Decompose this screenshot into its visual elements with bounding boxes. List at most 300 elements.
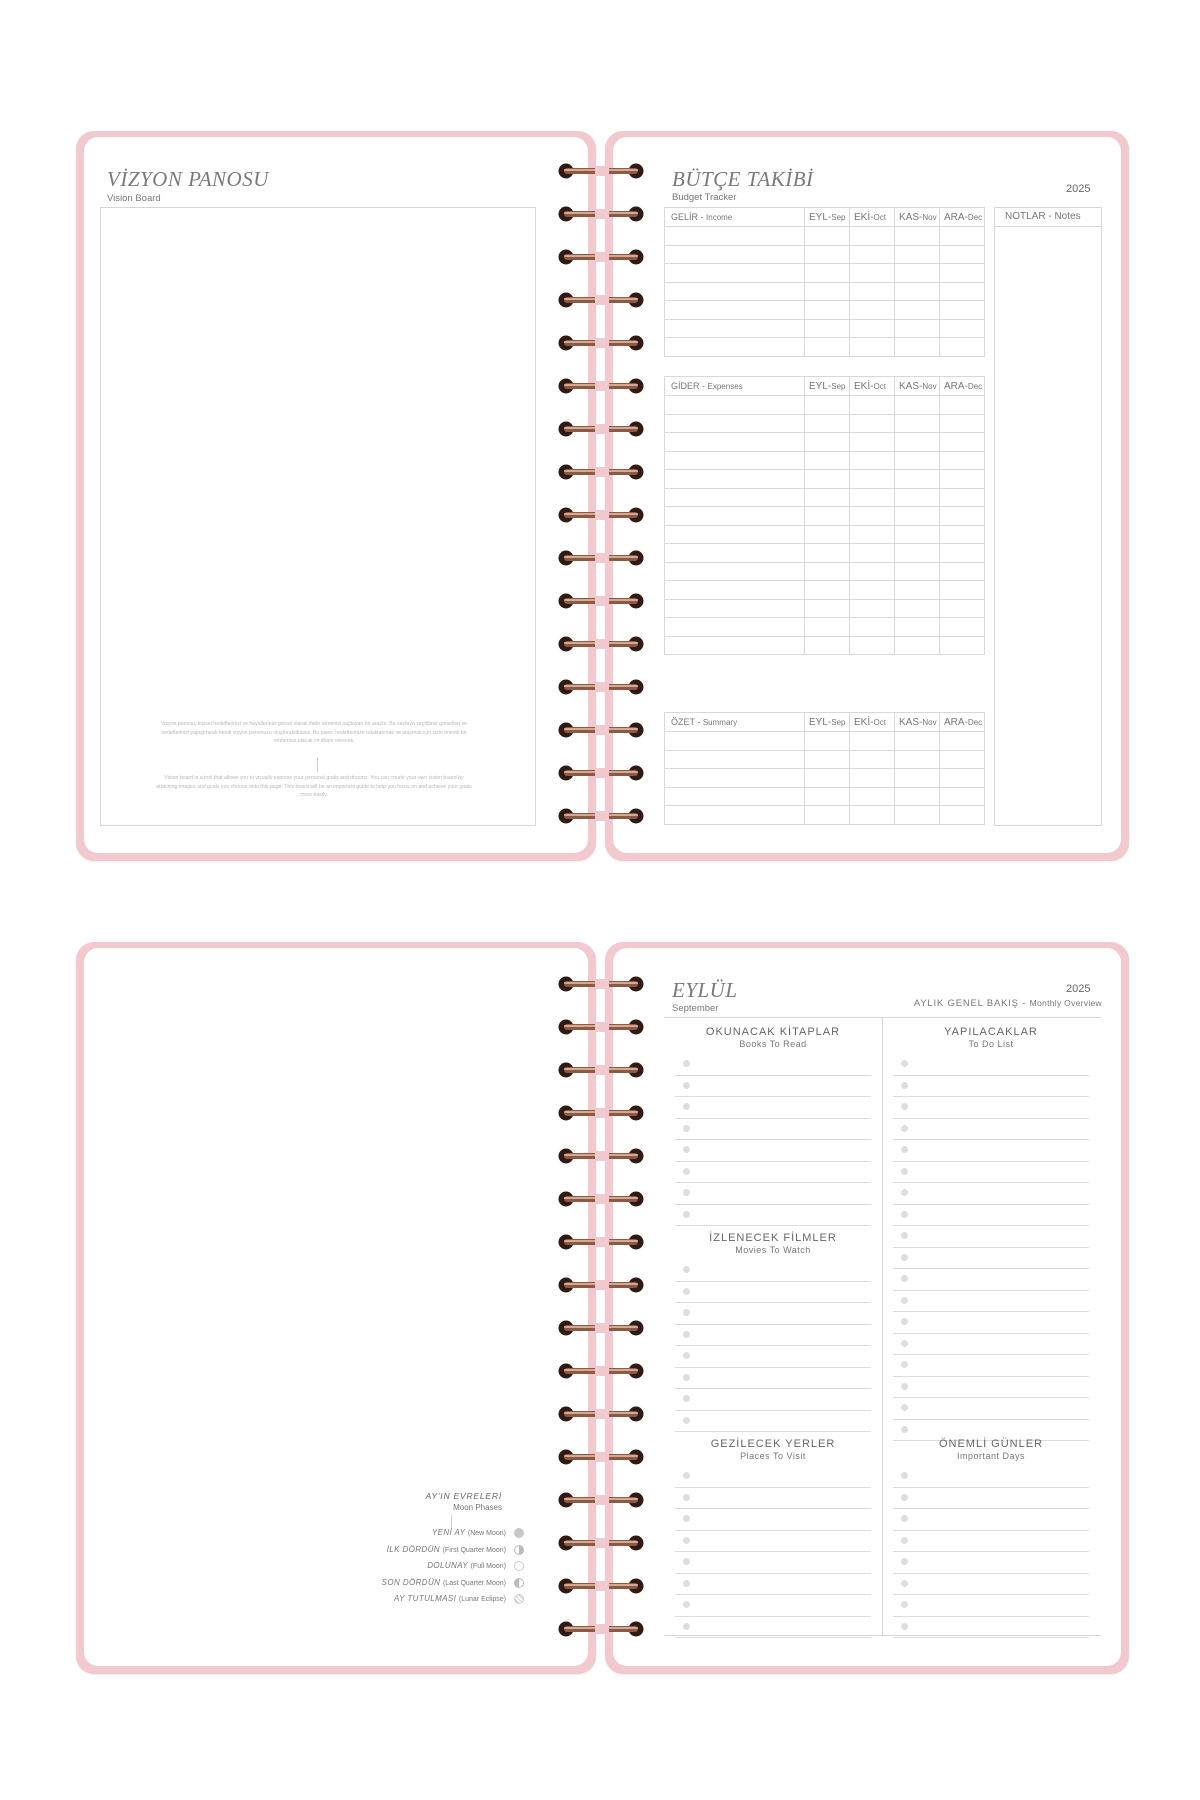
list-item[interactable] (893, 1269, 1089, 1291)
bullet-icon (683, 1060, 690, 1067)
table-cell[interactable] (895, 636, 940, 655)
table-cell[interactable] (940, 396, 985, 415)
bullet-icon (683, 1082, 690, 1089)
table-cell[interactable] (895, 507, 940, 526)
table-cell[interactable] (850, 338, 895, 357)
table-cell[interactable] (665, 433, 805, 452)
table-cell[interactable] (805, 732, 850, 751)
list-item[interactable] (893, 1398, 1089, 1420)
table-cell[interactable] (940, 488, 985, 507)
notes-box[interactable] (994, 207, 1102, 826)
table-cell[interactable] (940, 581, 985, 600)
table-cell[interactable] (665, 769, 805, 788)
table-cell[interactable] (895, 562, 940, 581)
list-item[interactable] (893, 1119, 1089, 1141)
bullet-icon (901, 1383, 908, 1390)
list-item[interactable] (675, 1617, 871, 1639)
bullet-icon (901, 1623, 908, 1630)
spiral-ring-icon (558, 335, 644, 351)
table-cell[interactable] (940, 806, 985, 825)
table-cell[interactable] (940, 636, 985, 655)
list-item[interactable] (893, 1183, 1089, 1205)
table-cell[interactable] (895, 338, 940, 357)
table-cell[interactable] (895, 618, 940, 637)
moon-phase-list (274, 1528, 524, 1618)
overview-column-divider (882, 1018, 883, 1635)
month-oct: EKİ-Oct (850, 713, 895, 732)
bullet-icon (683, 1558, 690, 1565)
table-cell[interactable] (805, 264, 850, 283)
month-subtitle: September (672, 1003, 719, 1014)
month-sep: EYL-Sep (805, 713, 850, 732)
spiral-ring-icon (558, 1449, 644, 1465)
todo-header: YAPILACAKLAR To Do List (944, 1026, 1038, 1049)
table-row (665, 636, 985, 655)
page-title: BÜTÇE TAKİBİ (672, 167, 814, 191)
table-cell[interactable] (805, 525, 850, 544)
table-cell[interactable] (665, 264, 805, 283)
list-item[interactable] (893, 1488, 1089, 1510)
vision-board-page (84, 137, 588, 853)
list-item[interactable] (893, 1595, 1089, 1617)
list-item[interactable] (675, 1411, 871, 1433)
table-cell[interactable] (940, 769, 985, 788)
moon-phases-header (302, 1491, 502, 1512)
table-cell[interactable] (895, 396, 940, 415)
table-cell[interactable] (665, 451, 805, 470)
table-row (665, 470, 985, 489)
table-cell[interactable] (895, 488, 940, 507)
spiral-ring-icon (558, 249, 644, 265)
bullet-icon (901, 1103, 908, 1110)
table-cell[interactable] (805, 301, 850, 320)
table-cell[interactable] (665, 806, 805, 825)
page-title: VİZYON PANOSU (107, 167, 269, 191)
spiral-ring-icon (558, 1320, 644, 1336)
bullet-icon (901, 1060, 908, 1067)
lunar-eclipse-icon (514, 1594, 524, 1604)
table-cell[interactable] (895, 470, 940, 489)
table-cell[interactable] (805, 414, 850, 433)
moon-phase-first-quarter: İLK DÖRDÜN (First Quarter Moon) (387, 1545, 524, 1555)
table-cell[interactable] (665, 396, 805, 415)
overview-label: AYLIK GENEL BAKIŞ - Monthly Overview (913, 998, 1102, 1009)
list-item[interactable] (893, 1355, 1089, 1377)
spiral-ring-icon (558, 1148, 644, 1164)
spiral-ring-icon (558, 464, 644, 480)
list-item[interactable] (675, 1346, 871, 1368)
table-cell[interactable] (850, 618, 895, 637)
month-sep: EYL-Sep (805, 208, 850, 227)
spiral-ring-icon (558, 1406, 644, 1422)
list-item[interactable] (893, 1076, 1089, 1098)
table-row (665, 525, 985, 544)
list-item[interactable] (675, 1531, 871, 1553)
table-cell[interactable] (665, 470, 805, 489)
bullet-icon (901, 1168, 908, 1175)
table-cell[interactable] (665, 599, 805, 618)
list-item[interactable] (893, 1226, 1089, 1248)
table-cell[interactable] (805, 750, 850, 769)
table-cell[interactable] (665, 618, 805, 637)
spiral-ring-icon (558, 163, 644, 179)
spiral-ring-icon (558, 722, 644, 738)
list-item[interactable] (675, 1466, 871, 1488)
summary-label: ÖZET - Summary (665, 713, 805, 732)
list-item[interactable] (675, 1260, 871, 1282)
bullet-icon (683, 1266, 690, 1273)
bullet-icon (683, 1374, 690, 1381)
vision-text-en: Vision board is a tool that allows you to visually express your personal goals and dreams. You can create your own vision board by attaching images and goals you choose onto this page. This board will be an important guide to help you focus on and achieve your goals more easily. (156, 775, 472, 798)
table-cell[interactable] (940, 338, 985, 357)
spiral-ring-icon (558, 1105, 644, 1121)
movies-list (675, 1260, 871, 1432)
table-cell[interactable] (805, 544, 850, 563)
table-cell[interactable] (940, 544, 985, 563)
table-cell[interactable] (940, 301, 985, 320)
bullet-icon (901, 1275, 908, 1282)
table-cell[interactable] (850, 227, 895, 246)
bullet-icon (901, 1558, 908, 1565)
list-item[interactable] (893, 1466, 1089, 1488)
todo-list (893, 1054, 1089, 1441)
table-cell[interactable] (850, 562, 895, 581)
table-cell[interactable] (805, 227, 850, 246)
list-item[interactable] (675, 1162, 871, 1184)
list-item[interactable] (675, 1389, 871, 1411)
list-item[interactable] (675, 1552, 871, 1574)
income-label: GELİR - Income (665, 208, 805, 227)
table-cell[interactable] (895, 787, 940, 806)
spiral-ring-icon (558, 550, 644, 566)
table-cell[interactable] (895, 414, 940, 433)
table-cell[interactable] (940, 787, 985, 806)
first-quarter-moon-icon (514, 1545, 524, 1555)
moon-subtitle: Moon Phases (453, 1503, 502, 1512)
table-cell[interactable] (805, 507, 850, 526)
bullet-icon (901, 1537, 908, 1544)
table-row (665, 750, 985, 769)
table-cell[interactable] (940, 470, 985, 489)
bullet-icon (683, 1103, 690, 1110)
vision-text-tr: Vizyon panosu, kişisel hedeflerinizi ve hayallerinizi görsel olarak ifade etmenizi sağlayan bir araçtır. Bu sayfaya seçtiğiniz görselleri ve hedeflerinizi yapıştırarak kendi vizyon panonuzu oluşturabilirsiniz. Bu pano, hedeflerinize odaklanmak ve ulaşmak için sizin önemli bir rehberiniz olacak ve ilham verecek. (160, 721, 468, 744)
month-nov: KAS-Nov (895, 208, 940, 227)
list-item[interactable] (893, 1334, 1089, 1356)
spiral-ring-icon (558, 1578, 644, 1594)
table-cell[interactable] (805, 245, 850, 264)
table-row (665, 264, 985, 283)
table-cell[interactable] (895, 433, 940, 452)
days-header: ÖNEMLİ GÜNLER Important Days (938, 1438, 1044, 1461)
list-item[interactable] (893, 1552, 1089, 1574)
spiral-ring-icon (558, 507, 644, 523)
bullet-icon (901, 1601, 908, 1608)
table-cell[interactable] (665, 507, 805, 526)
spiral-ring-icon (558, 1492, 644, 1508)
table-row (665, 319, 985, 338)
list-item[interactable] (675, 1595, 871, 1617)
table-cell[interactable] (850, 488, 895, 507)
list-item[interactable] (893, 1312, 1089, 1334)
table-cell[interactable] (665, 787, 805, 806)
table-cell[interactable] (665, 544, 805, 563)
table-cell[interactable] (850, 451, 895, 470)
list-item[interactable] (893, 1574, 1089, 1596)
bullet-icon (901, 1146, 908, 1153)
table-cell[interactable] (940, 245, 985, 264)
bullet-icon (683, 1395, 690, 1402)
table-cell[interactable] (895, 264, 940, 283)
table-cell[interactable] (665, 227, 805, 246)
table-cell[interactable] (895, 732, 940, 751)
table-cell[interactable] (850, 282, 895, 301)
month-dec: ARA-Dec (940, 713, 985, 732)
list-item[interactable] (675, 1054, 871, 1076)
bullet-icon (901, 1318, 908, 1325)
table-cell[interactable] (805, 470, 850, 489)
table-row (665, 507, 985, 526)
table-cell[interactable] (895, 451, 940, 470)
bullet-icon (901, 1580, 908, 1587)
table-cell[interactable] (895, 319, 940, 338)
table-row (665, 414, 985, 433)
table-cell[interactable] (665, 636, 805, 655)
list-item[interactable] (893, 1054, 1089, 1076)
bullet-icon (683, 1125, 690, 1132)
bullet-icon (683, 1189, 690, 1196)
table-cell[interactable] (895, 544, 940, 563)
table-row (665, 562, 985, 581)
table-cell[interactable] (895, 806, 940, 825)
table-row (665, 433, 985, 452)
list-item[interactable] (675, 1140, 871, 1162)
list-item[interactable] (675, 1574, 871, 1596)
table-cell[interactable] (940, 433, 985, 452)
table-cell[interactable] (850, 750, 895, 769)
moon-title: AY'IN EVRELERİ (425, 1491, 502, 1501)
table-cell[interactable] (850, 806, 895, 825)
table-cell[interactable] (850, 636, 895, 655)
table-cell[interactable] (805, 806, 850, 825)
table-cell[interactable] (940, 525, 985, 544)
month-sep: EYL-Sep (805, 377, 850, 396)
table-cell[interactable] (940, 414, 985, 433)
table-cell[interactable] (805, 562, 850, 581)
table-cell[interactable] (665, 319, 805, 338)
list-item[interactable] (893, 1531, 1089, 1553)
table-cell[interactable] (805, 396, 850, 415)
table-cell[interactable] (940, 227, 985, 246)
table-cell[interactable] (805, 599, 850, 618)
bullet-icon (901, 1340, 908, 1347)
bullet-icon (901, 1472, 908, 1479)
table-cell[interactable] (895, 245, 940, 264)
days-list (893, 1466, 1089, 1638)
bullet-icon (683, 1168, 690, 1175)
table-cell[interactable] (895, 750, 940, 769)
table-cell[interactable] (940, 562, 985, 581)
list-item[interactable] (893, 1097, 1089, 1119)
table-cell[interactable] (850, 525, 895, 544)
table-cell[interactable] (805, 433, 850, 452)
income-table (664, 207, 985, 357)
bullet-icon (683, 1494, 690, 1501)
list-item[interactable] (675, 1183, 871, 1205)
table-cell[interactable] (940, 451, 985, 470)
table-header (665, 377, 985, 396)
table-cell[interactable] (805, 338, 850, 357)
table-cell[interactable] (850, 470, 895, 489)
table-cell[interactable] (940, 507, 985, 526)
table-cell[interactable] (850, 599, 895, 618)
table-cell[interactable] (940, 264, 985, 283)
table-cell[interactable] (665, 488, 805, 507)
list-item[interactable] (675, 1205, 871, 1227)
list-item[interactable] (893, 1205, 1089, 1227)
table-cell[interactable] (850, 732, 895, 751)
table-cell[interactable] (850, 264, 895, 283)
table-row (665, 396, 985, 415)
table-cell[interactable] (665, 338, 805, 357)
bullet-icon (683, 1309, 690, 1316)
month-oct: EKİ-Oct (850, 377, 895, 396)
table-cell[interactable] (665, 562, 805, 581)
bullet-icon (901, 1515, 908, 1522)
table-cell[interactable] (895, 301, 940, 320)
spiral-ring-icon (558, 808, 644, 824)
list-item[interactable] (893, 1509, 1089, 1531)
table-cell[interactable] (850, 787, 895, 806)
table-cell[interactable] (850, 245, 895, 264)
list-item[interactable] (675, 1488, 871, 1510)
spiral-ring-icon (558, 1019, 644, 1035)
table-row (665, 732, 985, 751)
month-oct: EKİ-Oct (850, 208, 895, 227)
table-cell[interactable] (895, 525, 940, 544)
table-cell[interactable] (940, 618, 985, 637)
table-cell[interactable] (805, 581, 850, 600)
table-cell[interactable] (665, 301, 805, 320)
table-row (665, 245, 985, 264)
bullet-icon (683, 1417, 690, 1424)
list-item[interactable] (675, 1097, 871, 1119)
table-cell[interactable] (850, 414, 895, 433)
table-cell[interactable] (850, 507, 895, 526)
table-row (665, 618, 985, 637)
table-cell[interactable] (805, 769, 850, 788)
list-item[interactable] (675, 1325, 871, 1347)
expenses-label: GİDER - Expenses (665, 377, 805, 396)
bullet-icon (683, 1601, 690, 1608)
bullet-icon (683, 1288, 690, 1295)
list-item[interactable] (893, 1248, 1089, 1270)
list-item[interactable] (675, 1368, 871, 1390)
table-cell[interactable] (850, 319, 895, 338)
table-cell[interactable] (895, 599, 940, 618)
full-moon-icon (514, 1561, 524, 1571)
table-cell[interactable] (805, 451, 850, 470)
list-item[interactable] (675, 1076, 871, 1098)
budget-tracker-page (613, 137, 1121, 853)
table-row (665, 451, 985, 470)
bullet-icon (683, 1537, 690, 1544)
table-cell[interactable] (850, 396, 895, 415)
table-cell[interactable] (940, 732, 985, 751)
table-cell[interactable] (665, 525, 805, 544)
list-item[interactable] (893, 1617, 1089, 1639)
bullet-icon (683, 1146, 690, 1153)
table-cell[interactable] (895, 282, 940, 301)
spiral-ring-icon (558, 636, 644, 652)
list-item[interactable] (893, 1291, 1089, 1313)
table-cell[interactable] (940, 319, 985, 338)
moon-phase-full: DOLUNAY (Full Moon) (427, 1561, 524, 1571)
spiral-ring-icon (558, 1621, 644, 1637)
places-list (675, 1466, 871, 1638)
table-cell[interactable] (805, 319, 850, 338)
moon-phases-page (84, 948, 588, 1666)
table-header (665, 208, 985, 227)
table-cell[interactable] (895, 769, 940, 788)
bullet-icon (683, 1352, 690, 1359)
bullet-icon (901, 1494, 908, 1501)
table-cell[interactable] (805, 618, 850, 637)
bullet-icon (901, 1232, 908, 1239)
table-cell[interactable] (805, 282, 850, 301)
table-cell[interactable] (850, 581, 895, 600)
spiral-ring-icon (558, 1535, 644, 1551)
table-cell[interactable] (665, 245, 805, 264)
table-cell[interactable] (940, 750, 985, 769)
moon-phase-new: YENİ AY (New Moon) (432, 1528, 524, 1538)
table-cell[interactable] (665, 581, 805, 600)
monthly-overview-page (613, 948, 1121, 1666)
list-item[interactable] (675, 1509, 871, 1531)
list-item[interactable] (675, 1303, 871, 1325)
table-cell[interactable] (665, 414, 805, 433)
table-cell[interactable] (805, 488, 850, 507)
table-cell[interactable] (805, 787, 850, 806)
table-row (665, 599, 985, 618)
table-cell[interactable] (895, 227, 940, 246)
list-item[interactable] (675, 1282, 871, 1304)
page-subtitle: Budget Tracker (672, 192, 737, 203)
moon-divider (451, 1515, 452, 1529)
list-item[interactable] (893, 1162, 1089, 1184)
list-item[interactable] (893, 1377, 1089, 1399)
table-cell[interactable] (850, 544, 895, 563)
table-cell[interactable] (665, 282, 805, 301)
table-cell[interactable] (805, 636, 850, 655)
bullet-icon (901, 1189, 908, 1196)
expenses-table (664, 376, 985, 655)
list-item[interactable] (893, 1140, 1089, 1162)
table-cell[interactable] (665, 732, 805, 751)
table-cell[interactable] (665, 750, 805, 769)
table-cell[interactable] (850, 433, 895, 452)
table-cell[interactable] (850, 769, 895, 788)
table-cell[interactable] (940, 599, 985, 618)
bullet-icon (683, 1331, 690, 1338)
bullet-icon (901, 1404, 908, 1411)
spiral-ring-icon (558, 1191, 644, 1207)
table-cell[interactable] (895, 581, 940, 600)
spiral-ring-icon (558, 976, 644, 992)
list-item[interactable] (675, 1119, 871, 1141)
table-cell[interactable] (850, 301, 895, 320)
table-cell[interactable] (940, 282, 985, 301)
bullet-icon (901, 1426, 908, 1433)
